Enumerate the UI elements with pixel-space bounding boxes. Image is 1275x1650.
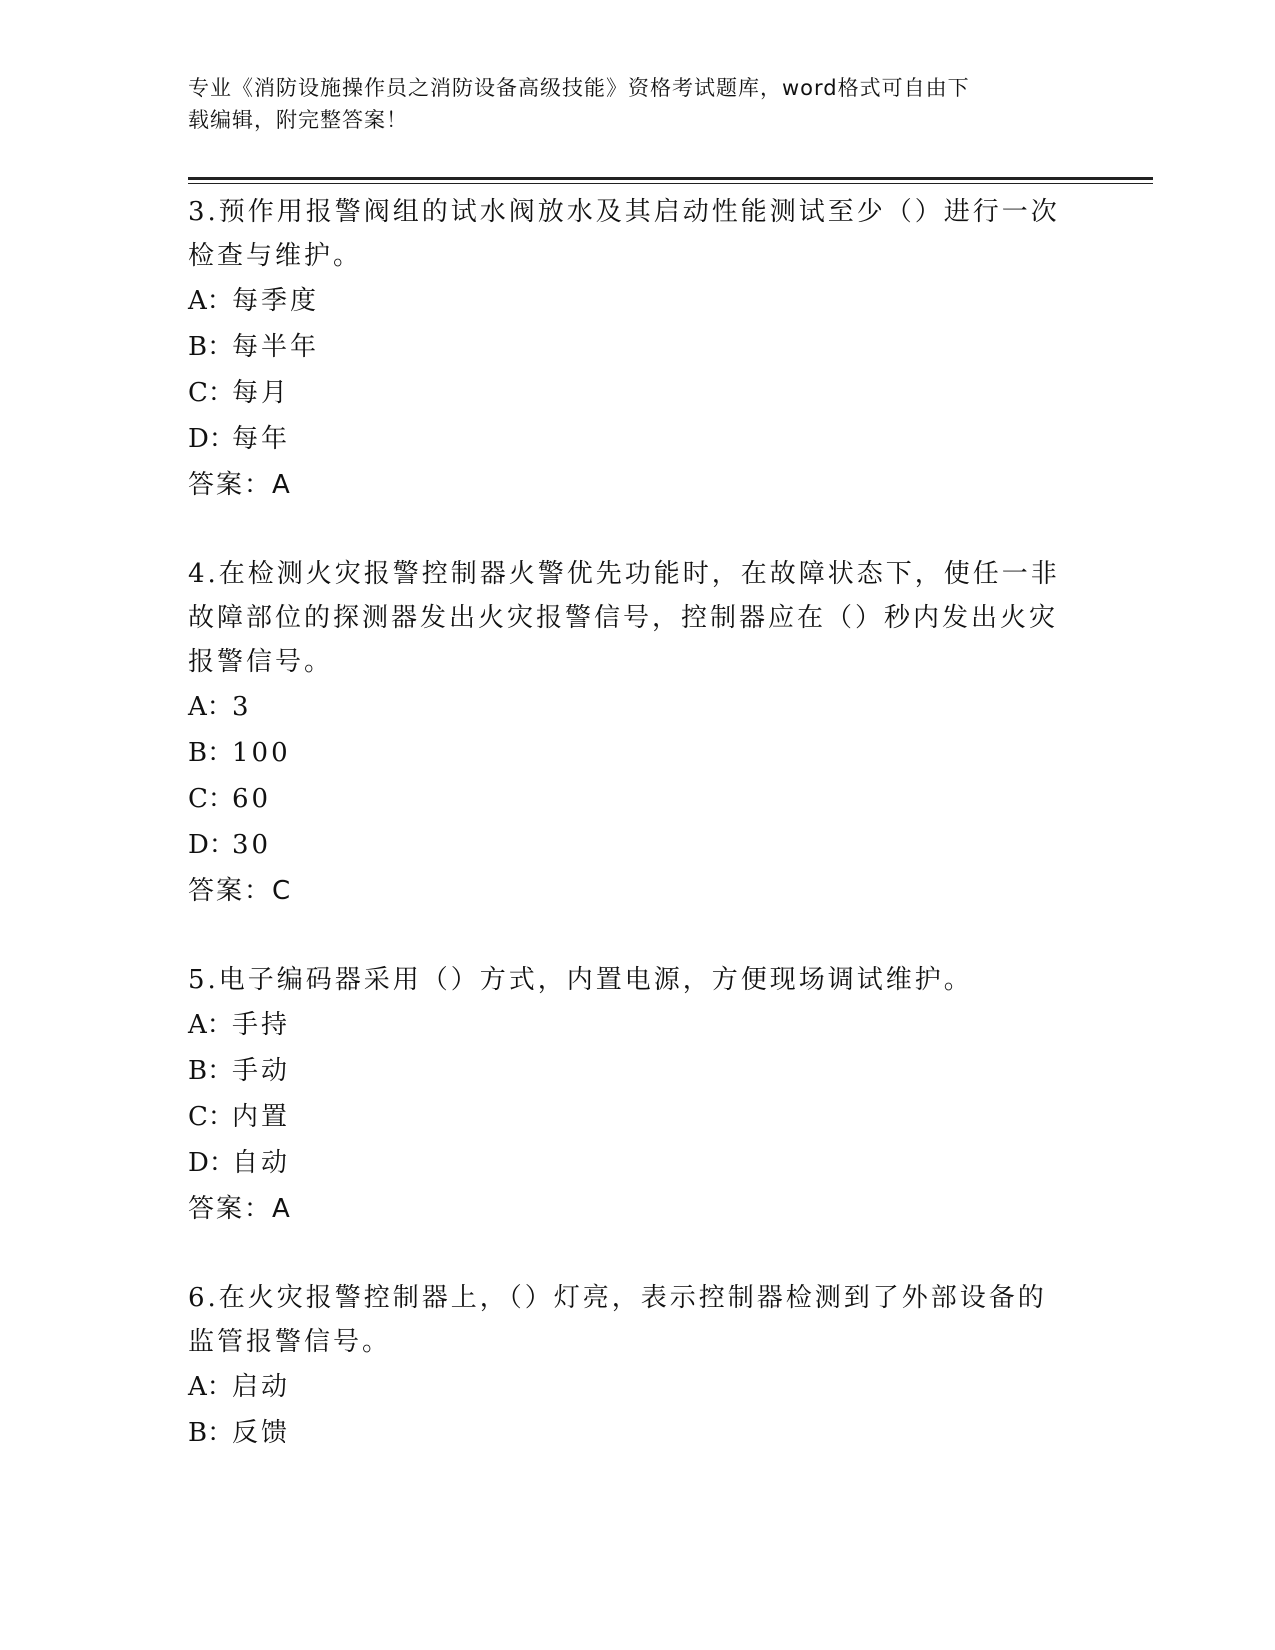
option-label: A： [188,286,233,316]
option-value: 每季度 [232,286,320,316]
option-label: D： [188,1148,235,1178]
option-c [188,370,1068,416]
header-line-1: 专业《消防设施操作员之消防设备高级技能》资格考试题库，word格式可自由下 [188,76,970,100]
option-label: D： [188,830,235,860]
option-label: B： [188,332,234,362]
header-line-2: 载编辑，附完整答案！ [188,108,408,132]
option-label: A： [188,1010,233,1040]
header-divider-thick [188,177,1153,180]
option-label: A： [188,692,233,722]
option-c [188,1094,1068,1140]
answer: 答案：A [188,470,292,500]
option-a [188,278,1068,324]
option-label: C： [188,784,234,814]
option-value: 每月 [232,378,291,408]
question-text: 3.预作用报警阀组的试水阀放水及其启动性能测试至少（）进行一次检查与维护。 [188,197,1060,271]
option-label: C： [188,1102,234,1132]
option-b [188,1048,1068,1094]
option-label: B： [188,738,234,768]
question-text: 5.电子编码器采用（）方式，内置电源，方便现场调试维护。 [188,965,973,995]
option-b [188,324,1068,370]
option-label: C： [188,378,234,408]
option-a [188,1002,1068,1048]
option-value: 每年 [232,424,291,454]
question-3 [188,190,1068,508]
option-label: D： [188,424,235,454]
answer: 答案：A [188,1194,292,1224]
question-text: 6.在火灾报警控制器上，（）灯亮，表示控制器检测到了外部设备的监管报警信号。 [188,1283,1047,1357]
option-value: 手持 [232,1010,291,1040]
option-label: B： [188,1418,234,1448]
option-value: 每半年 [232,332,320,362]
question-5 [188,958,1068,1232]
document-header [188,72,1068,136]
option-value: 启动 [232,1372,291,1402]
option-label: B： [188,1056,234,1086]
option-c [188,776,1068,822]
question-4 [188,552,1068,914]
option-value: 60 [232,784,272,814]
option-value: 100 [232,738,291,768]
option-a [188,684,1068,730]
option-value: 30 [232,830,272,860]
option-b [188,1410,1068,1456]
option-label: A： [188,1372,233,1402]
option-value: 内置 [232,1102,291,1132]
option-d [188,822,1068,868]
option-value: 3 [232,692,252,722]
answer: 答案：C [188,876,293,906]
option-b [188,730,1068,776]
option-a [188,1364,1068,1410]
question-text: 4.在检测火灾报警控制器火警优先功能时，在故障状态下，使任一非故障部位的探测器发出火灾报警信号，控制器应在（）秒内发出火灾报警信号。 [188,559,1060,677]
question-6 [188,1276,1068,1456]
question-list [188,190,1068,1500]
option-value: 自动 [232,1148,291,1178]
option-d [188,1140,1068,1186]
option-value: 反馈 [232,1418,291,1448]
option-d [188,416,1068,462]
option-value: 手动 [232,1056,291,1086]
header-divider-thin [188,183,1153,184]
